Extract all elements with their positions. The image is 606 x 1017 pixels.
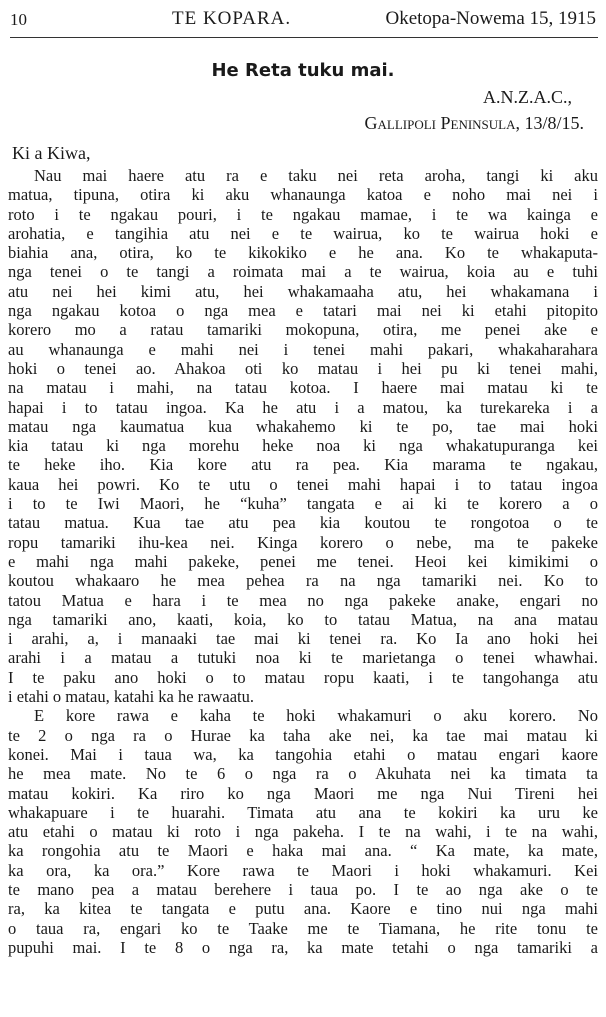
body-line: i arahi, a, i manaaki tae mai ki tenei ra. Ko Ia ano hoki hei [8,629,598,649]
body-line: konei. Mai i taua wa, ka tangohia etahi o matau engari kaore [8,744,598,764]
running-header [10,4,596,36]
body-line: au whanaunga e mahi nei i tenei mahi pakari, whakaharahara [8,339,598,359]
body-line: nga tenei o te tangi a roimata mai a te wairua, koia au e tuhi [8,262,598,282]
body-line: hapai i to tatau ingoa. Ka he atu i a matou, ka turekareka i a [8,397,598,417]
body-line: ra, ka kitea te tangata e putu ana. Kaore e tino nui nga mahi [8,899,598,919]
body-line: pupuhi mai. I te 8 o nga ra, ka mate tetahi o nga tamariki a [8,937,598,957]
letter-salutation: Ki a Kiwa, [12,143,91,163]
body-line: i etahi o matau, katahi ka he rawaatu. [8,687,255,707]
body-line: matau nga kaumatua kua whakahemo ki te po, tae mai hoki [8,416,598,436]
letter-place-date: Gallipoli Peninsula, 13/8/15. [364,113,584,133]
body-line: ka rongohia atu te Maori e haka mai ana. “ Ka mate, ka mate, [8,841,598,861]
body-line: ka ora, ka ora.” Kore rawa te Maori i hoki whakamuri. Kei [8,860,598,880]
body-line: roto i te ngakau pouri, i te ngakau mamae, i te wa kainga e [8,204,598,224]
letter-origin: A.N.Z.A.C., [483,87,572,107]
body-line: korero mo a ratau tamariki mokopuna, otira, me penei ake e [8,320,598,340]
body-line: te mano pea a matau berehere i taua po. I te ao nga ake o te [8,879,598,899]
body-line: matau kokiri. Ka riro ko nga Maori me nga Nui Tireni hei [8,783,598,803]
issue-date: Oketopa-Nowema 15, 1915 [385,8,596,29]
publication-title: TE KOPARA. [172,8,292,29]
body-line: koutou whakaaro he mea pehea ra na nga tamariki nei. Ko to [8,571,598,591]
letter-heading: He Reta tuku mai. [211,60,395,81]
body-line: atu nei hei kimi atu, hei whakamaaha atu, hei whakamana i [8,281,598,301]
body-line: atu etahi o matau ki roto i nga pakeha. I te na wahi, i te na wahi, [8,822,598,842]
letter-body [8,166,598,957]
body-line: e mahi nga mahi pakeke, penei me tenei. Heoi kei kimikimi o [8,551,598,571]
body-line: I te paku ano hoki o to matau ropu kaati, i te tangohanga atu [8,667,598,687]
body-line: nga ngakau kotoa o nga mea e tatari mai nei ki etahi pitopito [8,301,598,321]
body-line: o taua ra, engari ko te Taake me te Tiamana, he rite tonu te [8,918,598,938]
body-line: i to te Iwi Maori, he “kuha” tangata e ai ki te korero a o [8,494,598,514]
body-line: arahi i a matau a tutuki noa ki te marietanga o tenei whawhai. [8,648,598,668]
body-line: na matau i mahi, na tatau kotoa. I haere mai matau ki te [8,378,598,398]
body-line: nga tamariki ano, kaati, koia, ko to tatau Matua, na ana matau [8,609,598,629]
body-line: hoki o tenei ao. Ahakoa oti ko matau i hei pu ki tenei mahi, [8,358,598,378]
body-line: whakapuare i te huarahi. Timata atu ana te kokiri ka uru ke [8,802,598,822]
body-line: kia tatau ki nga morehu heke noa ki nga whakatupuranga kei [8,436,598,456]
body-line: tatou Matua e hara i te mea no nga pakeke anake, engari no [8,590,598,610]
body-line: ropu tamariki ihu-kea nei. Kinga korero o nebe, ma te pakeke [8,532,598,552]
body-line: arohatia, e tangihia atu nei e te wairua, ko te wairua hoki e [8,223,598,243]
body-line: biahia ana, otira, ko te kikokiko e he ana. Ko te whakaputa- [8,243,598,263]
body-line: te heke iho. Kia kore atu ra pea. Kia marama te ngakau, [8,455,598,475]
body-line: Nau mai haere atu ra e taku nei reta aroha, tangi ki aku [34,166,598,185]
body-line: E kore rawa e kaha te hoki whakamuri o aku korero. No [34,706,598,726]
body-line: te 2 o nga ra o Hurae ka taha ake nei, ka tae mai matau ki [8,725,598,745]
body-line: tatau matua. Kua tae atu pea kia koutou te rongotoa o te [8,513,598,533]
body-line: he mea mate. No te 6 o nga ra o Akuhata nei ka timata ta [8,764,598,784]
body-line: matua, tipuna, otira ki aku whanaunga katoa e noho mai nei i [8,185,598,205]
page-number: 10 [10,10,27,29]
header-rule [10,37,598,38]
body-line: kaua hei powri. Ko te utu o tenei mahi hapai i to tatau ingoa [8,474,598,494]
